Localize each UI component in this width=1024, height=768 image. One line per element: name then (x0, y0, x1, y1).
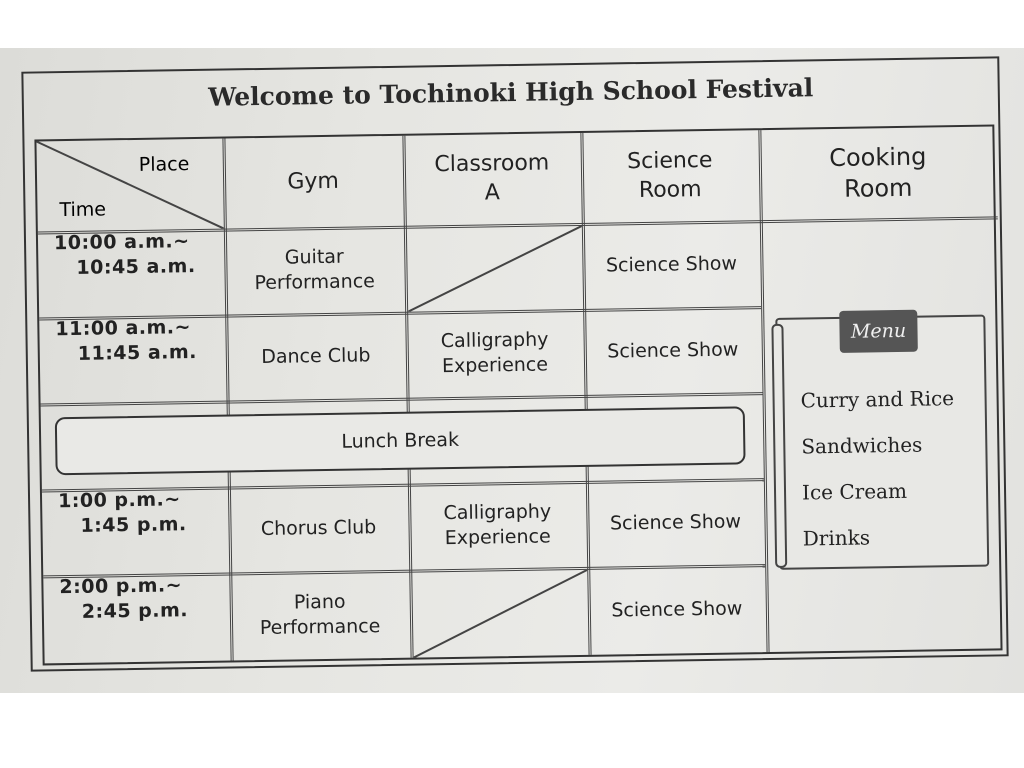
header-cooking-room: Cooking Room (829, 142, 927, 203)
menu-item: Ice Cream (801, 478, 908, 505)
science-event: Science Show (605, 252, 738, 277)
gym-event: Piano Performance (259, 591, 381, 640)
menu-item: Sandwiches (801, 432, 923, 459)
menu-list (800, 375, 956, 561)
menu-item: Drinks (802, 525, 871, 551)
time-start: 2:00 p.m.~ (59, 574, 183, 599)
festival-schedule-card (21, 56, 1008, 671)
gym-event: Chorus Club (260, 515, 377, 540)
corner-place-label: Place (138, 153, 190, 176)
gym-event: Guitar Performance (254, 245, 376, 295)
corner-time-label: Time (59, 198, 107, 222)
menu-label: Menu (839, 310, 918, 353)
science-event: Science Show (611, 597, 743, 622)
header-gym: Gym (287, 168, 340, 195)
science-event: Science Show (609, 510, 742, 535)
time-start: 11:00 a.m.~ (55, 316, 192, 341)
time-slot (43, 572, 246, 663)
time-end: 2:45 p.m. (81, 598, 189, 623)
time-end: 1:45 p.m. (80, 512, 187, 537)
lunch-break-banner: Lunch Break (55, 406, 746, 475)
empty-slot-diagonal (412, 570, 588, 658)
classroom-a-event: Calligraphy Experience (443, 500, 552, 550)
science-event: Science Show (607, 338, 739, 363)
time-end: 11:45 a.m. (77, 340, 198, 365)
time-start: 10:00 a.m.~ (53, 230, 190, 255)
menu-item: Curry and Rice (800, 386, 955, 413)
schedule-table (34, 124, 1002, 665)
page-title: Welcome to Tochinoki High School Festival (207, 73, 814, 112)
empty-slot-diagonal (407, 226, 583, 312)
header-science-room: Science Room (626, 148, 713, 204)
time-end: 10:45 a.m. (76, 254, 196, 279)
classroom-a-event: Calligraphy Experience (440, 328, 549, 378)
menu-scroll (775, 315, 989, 570)
gym-event: Dance Club (261, 343, 371, 368)
time-slot (39, 314, 242, 403)
time-slot (42, 486, 245, 575)
header-classroom-a: Classroom A (434, 150, 550, 206)
time-slot (38, 228, 241, 317)
time-start: 1:00 p.m.~ (57, 488, 181, 513)
